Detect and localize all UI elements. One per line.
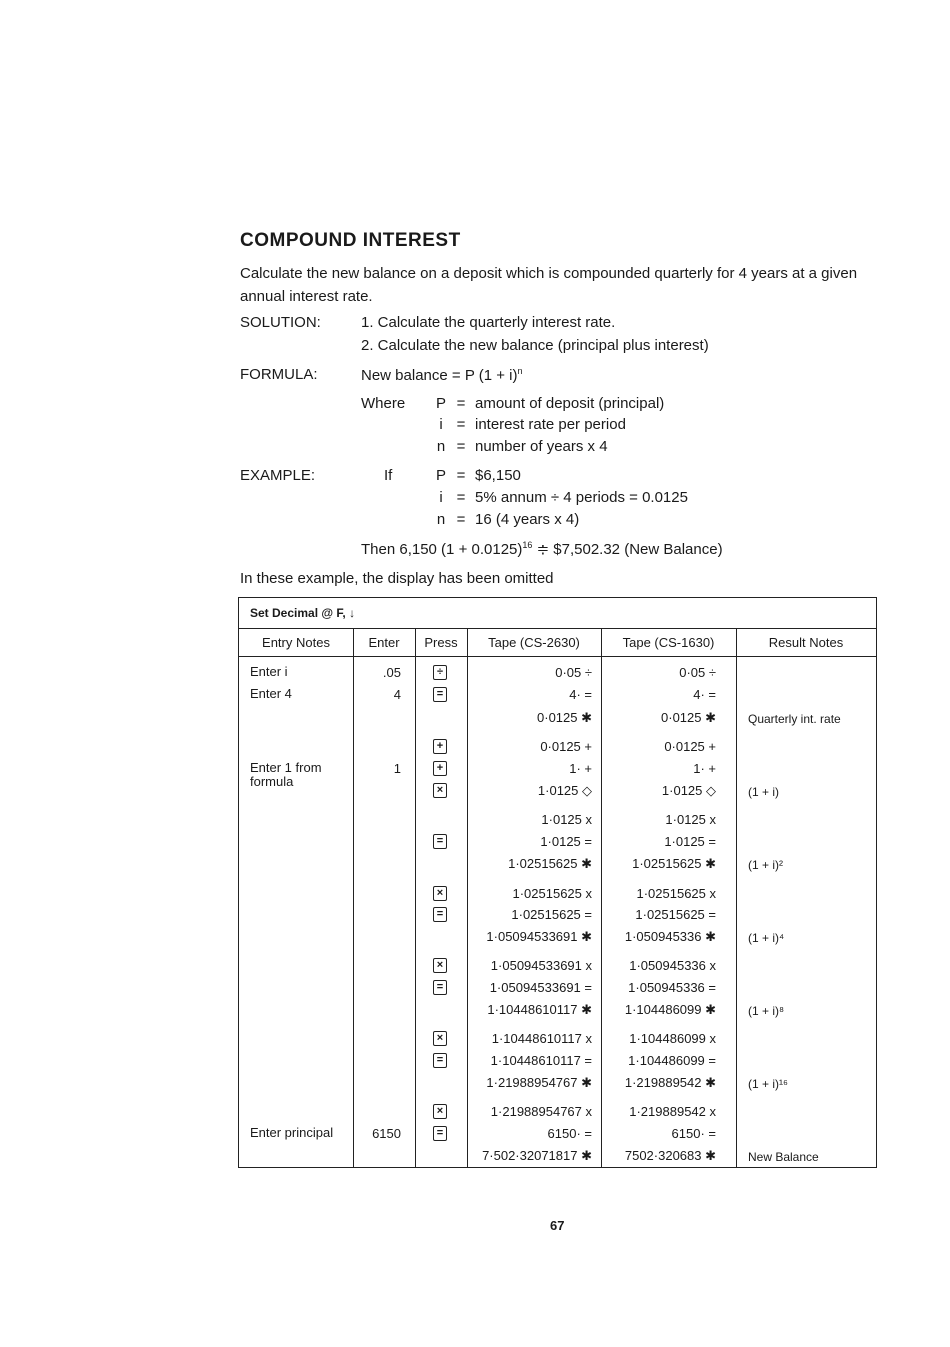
- then-suffix: ≑ $7,502.32 (New Balance): [536, 541, 723, 558]
- formula-expression: [361, 366, 523, 384]
- formula-label: FORMULA:: [240, 366, 318, 383]
- ex-eq: =: [456, 489, 466, 506]
- tape-2630-value: 4· =: [569, 687, 592, 702]
- intro-text: Calculate the new balance on a deposit which is compounded quarterly for 4 years at a given annual interest rate.: [240, 265, 858, 305]
- then-exponent: 16: [522, 540, 533, 550]
- tape-1630-value: 0·0125 +: [664, 739, 716, 754]
- tape-2630-value: 0·0125 +: [540, 739, 592, 754]
- column-header-row: [239, 629, 876, 657]
- tape-2630-value: 1·21988954767 x: [490, 1104, 592, 1119]
- enter-value: .05: [382, 665, 401, 680]
- press-key: =: [433, 1126, 447, 1141]
- tape-2630-value: 1· +: [569, 761, 592, 776]
- entry-note: Enter i: [250, 664, 288, 679]
- press-key: =: [433, 834, 447, 849]
- def-var: P: [435, 395, 446, 412]
- where-label: Where: [361, 395, 406, 412]
- tape-2630-value: 1·10448610117 x: [491, 1031, 592, 1046]
- solution-step-2: 2. Calculate the new balance (principal plus interest): [361, 337, 709, 354]
- tape-2630-value: 1·0125 ◇: [537, 783, 592, 798]
- tape-1630-value: 1·02515625 ✱: [632, 856, 716, 871]
- tape-1630-value: 6150· =: [671, 1126, 716, 1141]
- tape-2630-value: 1·0125 =: [540, 834, 592, 849]
- set-decimal-header: Set Decimal @ F, ↓: [239, 598, 876, 629]
- ex-var: P: [435, 467, 446, 484]
- tape-1630-value: 1·0125 ◇: [661, 783, 716, 798]
- solution-step-1: 1. Calculate the quarterly interest rate.: [361, 314, 616, 331]
- tape-2630-value: 1·21988954767 ✱: [486, 1075, 592, 1090]
- def-desc: interest rate per period: [475, 416, 626, 433]
- press-key: =: [433, 907, 447, 922]
- tape-1630-value: 1·219889542 ✱: [624, 1075, 716, 1090]
- result-note: (1 + i)⁴: [748, 931, 785, 945]
- tape-2630-value: 1·05094533691 x: [490, 958, 592, 973]
- press-key: ×: [433, 958, 447, 973]
- result-note: (1 + i)¹⁶: [748, 1077, 788, 1091]
- press-key: =: [433, 1053, 447, 1068]
- display-note: In these example, the display has been omitted: [240, 570, 554, 587]
- tape-1630-value: 7502·320683 ✱: [624, 1148, 716, 1163]
- tape-1630-value: 1·050945336 ✱: [624, 929, 716, 944]
- ex-eq: =: [456, 467, 466, 484]
- def-eq: =: [456, 416, 466, 433]
- def-desc: number of years x 4: [475, 438, 608, 455]
- result-note: (1 + i): [748, 785, 780, 799]
- tape-1630-value: 1·02515625 x: [636, 886, 716, 901]
- entry-note: Enter 1 from formula: [250, 760, 322, 789]
- tape-1630-value: 1·0125 x: [665, 812, 716, 827]
- press-key: =: [433, 980, 447, 995]
- tape-1630-value: 1·050945336 =: [628, 980, 716, 995]
- if-label: If: [384, 467, 393, 484]
- formula-exponent: n: [517, 366, 523, 376]
- col-header-tape-2630: Tape (CS-2630): [488, 635, 580, 650]
- ex-desc: 16 (4 years x 4): [475, 511, 580, 528]
- col-header-result-notes: Result Notes: [768, 635, 844, 650]
- tape-2630-value: 1·02515625 x: [512, 886, 592, 901]
- result-note: New Balance: [748, 1150, 819, 1164]
- entry-note: Enter 4: [250, 686, 292, 701]
- press-key: ×: [433, 1104, 447, 1119]
- press-key: ×: [433, 1031, 447, 1046]
- entry-note: Enter principal: [250, 1125, 334, 1140]
- def-eq: =: [456, 395, 466, 412]
- press-key: ×: [433, 886, 447, 901]
- press-key: ÷: [433, 665, 447, 680]
- formula-expression-text: New balance = P (1 + i): [361, 367, 518, 384]
- ex-desc: 5% annum ÷ 4 periods = 0.0125: [475, 489, 688, 506]
- page-title: COMPOUND INTEREST: [240, 230, 461, 251]
- press-key: ×: [433, 783, 447, 798]
- tape-2630-value: 1·050945336​91 ✱: [486, 929, 592, 944]
- tape-1630-value: 1·050945336 x: [629, 958, 716, 973]
- then-prefix: Then 6,150 (1 + 0.0125): [361, 541, 523, 558]
- column-divider: [415, 629, 416, 1167]
- ex-eq: =: [456, 511, 466, 528]
- tape-2630-value: 0·0125 ✱: [537, 710, 592, 725]
- ex-desc: $6,150: [475, 467, 521, 484]
- tape-1630-value: 1· +: [693, 761, 716, 776]
- column-divider: [736, 629, 737, 1167]
- col-header-entry-notes: Entry Notes: [262, 635, 330, 650]
- result-note: Quarterly int. rate: [748, 712, 841, 726]
- tape-2630-value: 1·02515625 ✱: [508, 856, 592, 871]
- result-note: (1 + i)²: [748, 858, 784, 872]
- tape-1630-value: 0·05 ÷: [679, 665, 716, 680]
- page-number: 67: [550, 1218, 565, 1233]
- tape-1630-value: 1·02515625 =: [635, 907, 716, 922]
- column-divider: [353, 629, 354, 1167]
- tape-2630-value: 1·10448610117 =: [490, 1053, 592, 1068]
- tape-2630-value: 1·10448610117 ✱: [487, 1002, 592, 1017]
- enter-value: 1: [393, 761, 401, 776]
- solution-label: SOLUTION:: [240, 314, 321, 331]
- tape-1630-value: 1·104486099 =: [628, 1053, 716, 1068]
- press-key: +: [433, 761, 447, 776]
- col-header-press: Press: [424, 635, 458, 650]
- tape-1630-value: 1·104486099 ✱: [624, 1002, 716, 1017]
- def-desc: amount of deposit (principal): [475, 395, 665, 412]
- press-key: +: [433, 739, 447, 754]
- enter-value: 6150: [372, 1126, 401, 1141]
- tape-1630-value: 1·219889542 x: [629, 1104, 716, 1119]
- enter-value: 4: [393, 687, 401, 702]
- def-var: i: [439, 416, 443, 433]
- tape-2630-value: 1·02515625 =: [511, 907, 592, 922]
- tape-1630-value: 1·104486099 x: [629, 1031, 716, 1046]
- example-label: EXAMPLE:: [240, 467, 316, 484]
- tape-1630-value: 4· =: [693, 687, 716, 702]
- col-header-tape-1630: Tape (CS-1630): [622, 635, 715, 650]
- def-var: n: [436, 438, 446, 455]
- result-note: (1 + i)⁸: [748, 1004, 785, 1018]
- ex-var: i: [439, 489, 443, 506]
- tape-2630-value: 1·05094533691 =: [489, 980, 592, 995]
- tape-1630-value: 1·0125 =: [664, 834, 716, 849]
- calculation-table: [238, 597, 877, 1168]
- example-result: [361, 540, 723, 558]
- ex-var: n: [436, 511, 446, 528]
- def-eq: =: [456, 438, 466, 455]
- tape-2630-value: 1·0125 x: [541, 812, 592, 827]
- press-key: =: [433, 687, 447, 702]
- tape-2630-value: 0·05 ÷: [555, 665, 592, 680]
- tape-2630-value: 6150· =: [547, 1126, 592, 1141]
- tape-2630-value: 7·502·32071817 ✱: [482, 1148, 592, 1163]
- col-header-enter: Enter: [368, 635, 400, 650]
- tape-1630-value: 0·0125 ✱: [661, 710, 716, 725]
